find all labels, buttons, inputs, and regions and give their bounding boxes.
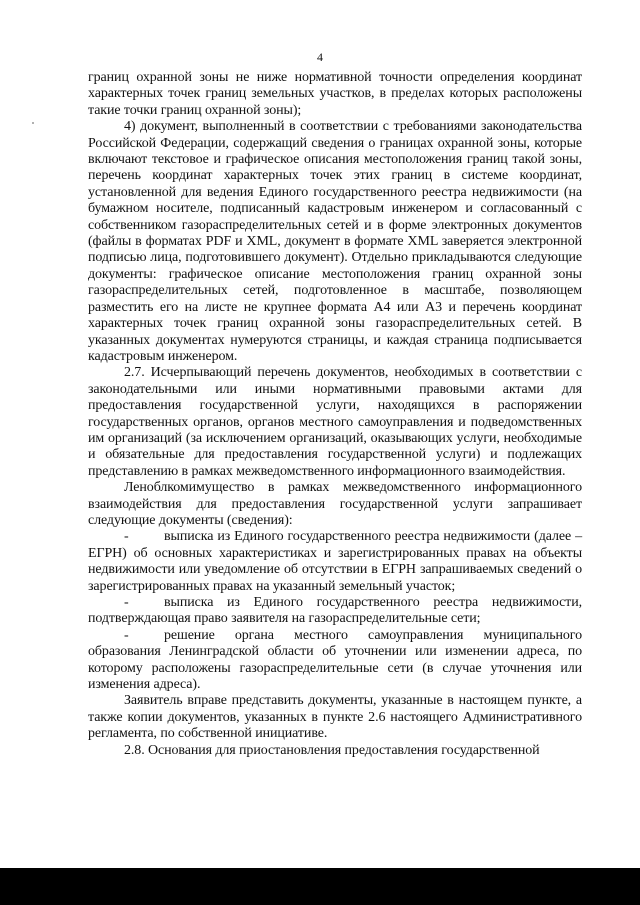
paragraph-continuation: границ охранной зоны не ниже нормативной точности определения координат характерных точек границ земельных участков, в пределах которых расположены такие точки границ охранной зоны); (88, 70, 582, 118)
paragraph-section-2-7: 2.7. Исчерпывающий перечень документов, необходимых в соответствии с законодательными или иными нормативными правовыми актами для предоставления государственной услуги, находящихся в распоряжении государственных органов, органов местного самоуправления и подведомственных им организаций (за исключением организаций, оказывающих услуги, необходимые и обязательные для предоставления государственной услуги) и подлежащих представлению в рамках межведомственного информационного взаимодействия. (88, 365, 582, 479)
list-marker: - (124, 529, 129, 545)
document-body (88, 70, 582, 759)
list-marker: - (124, 627, 129, 643)
list-item-text: решение органа местного самоуправления муниципального образования Ленинградской области об уточнении или изменении адреса, по которому расположены газораспределительные сети (в случае уточнения или изменения адреса). (88, 627, 582, 693)
list-item (88, 628, 582, 694)
paragraph-section-2-8: 2.8. Основания для приостановления предоставления государственной (124, 742, 540, 758)
list-item (88, 529, 582, 595)
paragraph-item-4: 4) документ, выполненный в соответствии с требованиями законодательства Российской Федерации, содержащий сведения о границах охранной зоны, которые включают текстовое и графическое описания местоположения границ такой зоны, перечень координат характерных точек этих границ в системе координат, установленной для ведения Единого государственного реестра недвижимости (на бумажном носителе, подписанный кадастровым инженером и согласованный с собственником газораспределительных сетей и в форме электронных документов (файлы в форматах PDF и XML, документ в формате XML заверяется электронной подписью лица, подготовившего документ). Отдельно прикладываются следующие документы: графическое описание местоположения границ охранной зоны газораспределительных сетей, подготовленное в масштабе, позволяющем разместить его на листе не крупнее формата А4 или А3 и перечень координат характерных точек границ охранной зоны газораспределительных сетей. В указанных документах нумеруются страницы, и каждая страница подписывается кадастровым инженером. (88, 119, 582, 364)
scan-bottom-border (0, 868, 640, 905)
paragraph-request-intro: Леноблкомимущество в рамках межведомственного информационного взаимодействия для предоставления государственной услуги запрашивает следующие документы (сведения): (88, 480, 582, 528)
paragraph-applicant-right: Заявитель вправе представить документы, указанные в настоящем пункте, а также копии документов, указанных в пункте 2.6 настоящего Административного регламента, по собственной инициативе. (88, 693, 582, 742)
scan-artifact (32, 122, 34, 124)
list-item-text: выписка из Единого государственного реестра недвижимости, подтверждающая право заявителя на газораспределительные сети; (88, 595, 582, 627)
list-marker: - (124, 595, 129, 610)
page-number: 4 (317, 50, 323, 64)
list-item-text: выписка из Единого государственного реестра недвижимости (далее – ЕГРН) об основных характеристиках и зарегистрированных правах на объекты недвижимости или уведомление об отсутствии в ЕГРН запрашиваемых сведений о зарегистрированных правах на указанный земельный участок; (88, 529, 582, 594)
list-item (88, 595, 582, 628)
